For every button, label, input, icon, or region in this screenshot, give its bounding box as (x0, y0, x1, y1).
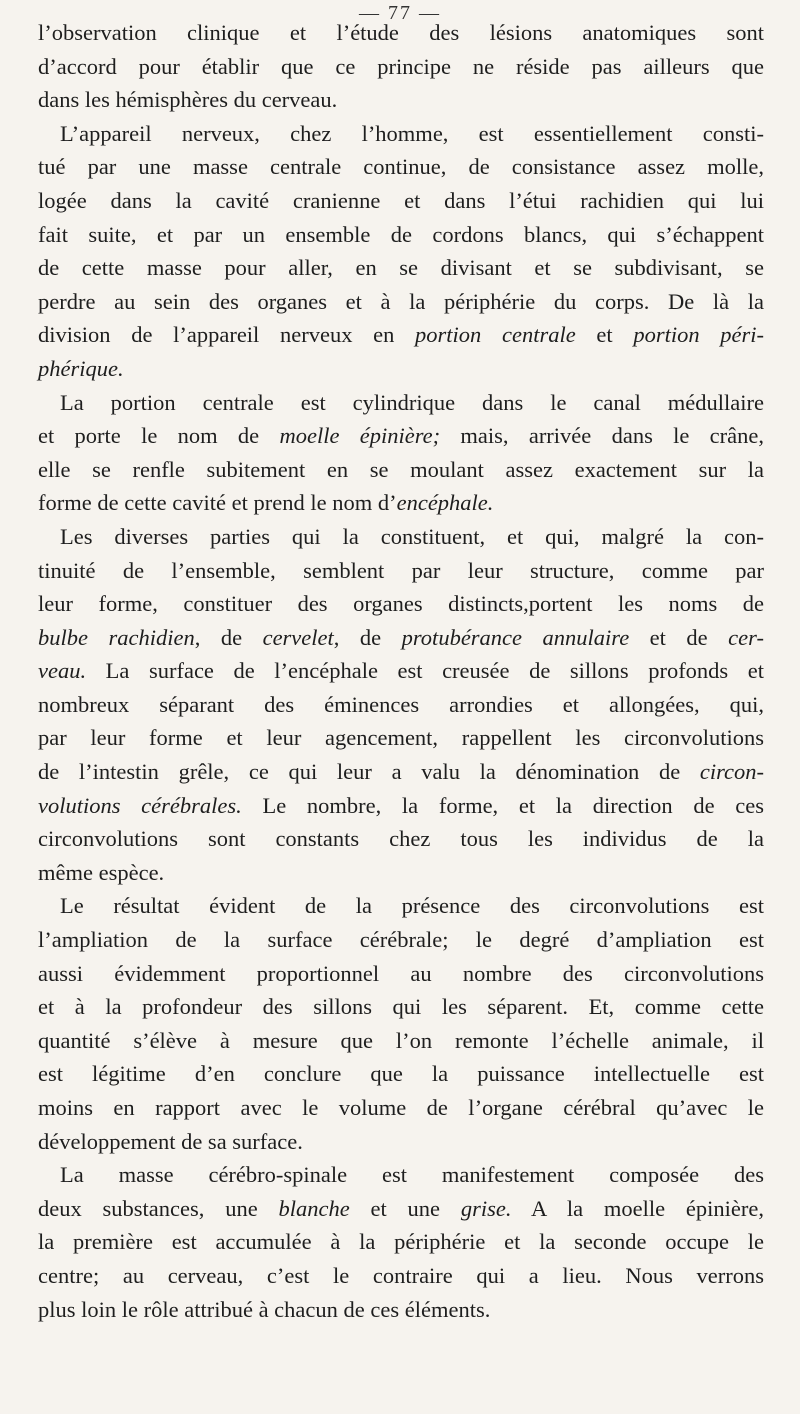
text-line (38, 1125, 764, 1159)
text-segment: L’appareil nerveux, chez l’homme, est essentiellement consti- (60, 120, 764, 146)
italic-term: grise. (460, 1195, 512, 1221)
text-line (38, 990, 764, 1024)
text-segment: plus loin le rôle attribué à chacun de ces éléments. (38, 1296, 491, 1322)
text-line (38, 251, 764, 285)
text-segment: et une (349, 1195, 461, 1221)
text-line (38, 150, 764, 184)
text-segment: de l’intestin grêle, ce qui leur a valu la dénomination de (38, 759, 700, 785)
text-segment: A la moelle épinière, (511, 1195, 765, 1221)
text-segment: leur forme, constituer des organes distincts,portent les noms de (38, 591, 764, 617)
text-segment: développement de sa surface. (38, 1128, 303, 1154)
text-segment: de cette masse pour aller, en se divisant et se subdivisant, se (38, 255, 764, 281)
text-line (38, 83, 764, 117)
italic-term: blanche (278, 1195, 350, 1221)
text-segment: Le nombre, la forme, et la direction de ces (241, 792, 764, 818)
text-segment: La masse cérébro-spinale est manifestement composée des (60, 1162, 764, 1188)
italic-term: bulbe rachidien (38, 624, 195, 650)
text-segment: nombreux séparant des éminences arrondies et allongées, qui, (38, 691, 764, 717)
text-line (38, 1057, 764, 1091)
text-segment: et de (629, 624, 729, 650)
text-segment: fait suite, et par un ensemble de cordons blancs, qui s’échappent (38, 221, 764, 247)
text-segment: , de (333, 624, 402, 650)
text-segment: tué par une masse centrale continue, de consistance assez molle, (38, 154, 764, 180)
text-line (38, 184, 764, 218)
text-segment: elle se renfle subitement en se moulant assez exactement sur la (38, 456, 764, 482)
text-line (38, 1259, 764, 1293)
text-line (38, 822, 764, 856)
italic-term: cer- (728, 624, 764, 650)
text-line (38, 1091, 764, 1125)
text-line (38, 218, 764, 252)
italic-term: cervelet (262, 624, 334, 650)
text-segment: perdre au sein des organes et à la périphérie du corps. De là la (38, 288, 764, 314)
text-segment: dans les hémisphères du cerveau. (38, 87, 338, 113)
text-line (38, 856, 764, 890)
text-line (38, 50, 764, 84)
text-segment: Les diverses parties qui la constituent, et qui, malgré la con- (60, 523, 764, 549)
text-segment: par leur forme et leur agencement, rappellent les circonvolutions (38, 725, 764, 751)
text-segment: d’accord pour établir que ce principe ne réside pas ailleurs que (38, 53, 764, 79)
text-line (38, 1024, 764, 1058)
text-segment: quantité s’élève à mesure que l’on remonte l’échelle animale, il (38, 1027, 764, 1053)
text-line (38, 688, 764, 722)
text-segment: l’ampliation de la surface cérébrale; le degré d’ampliation est (38, 927, 764, 953)
text-line (38, 1293, 764, 1327)
italic-term: protubérance annulaire (401, 624, 630, 650)
text-line (38, 654, 764, 688)
italic-term: circon- (699, 759, 764, 785)
italic-term: phérique. (38, 355, 124, 381)
text-segment: La surface de l’encéphale est creusée de sillons profonds et (86, 658, 764, 684)
text-segment: centre; au cerveau, c’est le contraire qui a lieu. Nous verrons (38, 1262, 764, 1288)
text-line (38, 285, 764, 319)
text-line (38, 453, 764, 487)
text-segment: La portion centrale est cylindrique dans le canal médullaire (60, 389, 764, 415)
text-line (38, 1192, 764, 1226)
text-segment: circonvolutions sont constants chez tous les individus de la (38, 826, 764, 852)
text-line (38, 520, 764, 554)
text-segment: deux substances, une (38, 1195, 279, 1221)
text-segment: aussi évidemment proportionnel au nombre des circonvolutions (38, 960, 764, 986)
text-line (38, 117, 764, 151)
page-number: — 77 — (359, 2, 441, 24)
text-segment: logée dans la cavité cranienne et dans l’étui rachidien qui lui (38, 187, 764, 213)
text-line (38, 386, 764, 420)
text-segment: moins en rapport avec le volume de l’organe cérébral qu’avec le (38, 1095, 764, 1120)
text-line (38, 486, 764, 520)
text-line (38, 923, 764, 957)
text-line (38, 957, 764, 991)
italic-term: portion péri- (633, 322, 764, 348)
text-segment: est légitime d’en conclure que la puissance intellectuelle est (38, 1061, 764, 1087)
text-line (38, 1225, 764, 1259)
text-segment: tinuité de l’ensemble, semblent par leur structure, comme par (38, 557, 764, 583)
text-line (38, 587, 764, 621)
text-line (38, 1158, 764, 1192)
text-line (38, 889, 764, 923)
text-line (38, 554, 764, 588)
text-line (38, 755, 764, 789)
text-line (38, 16, 764, 50)
text-segment: Le résultat évident de la présence des circonvolutions est (60, 893, 764, 919)
text-line (38, 419, 764, 453)
italic-term: moelle épinière; (279, 423, 441, 449)
text-segment: la première est accumulée à la périphérie et la seconde occupe le (38, 1229, 764, 1255)
text-segment: même espèce. (38, 859, 165, 885)
text-segment: et à la profondeur des sillons qui les séparent. Et, comme cette (38, 994, 764, 1020)
body-text (38, 16, 764, 1326)
italic-term: veau. (38, 658, 87, 684)
text-line (38, 318, 764, 352)
text-segment: forme de cette cavité et prend le nom d’ (38, 490, 397, 516)
text-line (38, 352, 764, 386)
text-line (38, 721, 764, 755)
text-line (38, 621, 764, 655)
italic-term: encéphale. (396, 490, 494, 516)
text-segment: et (575, 322, 634, 348)
text-segment: l’observation clinique et l’étude des lésions anatomiques sont (38, 20, 764, 45)
text-segment: mais, arrivée dans le crâne, (440, 423, 764, 449)
italic-term: volutions cérébrales. (38, 792, 242, 818)
text-line (38, 789, 764, 823)
text-segment: et porte le nom de (38, 423, 280, 449)
text-segment: division de l’appareil nerveux en (38, 322, 416, 348)
italic-term: portion centrale (415, 322, 576, 348)
text-segment: , de (194, 624, 263, 650)
